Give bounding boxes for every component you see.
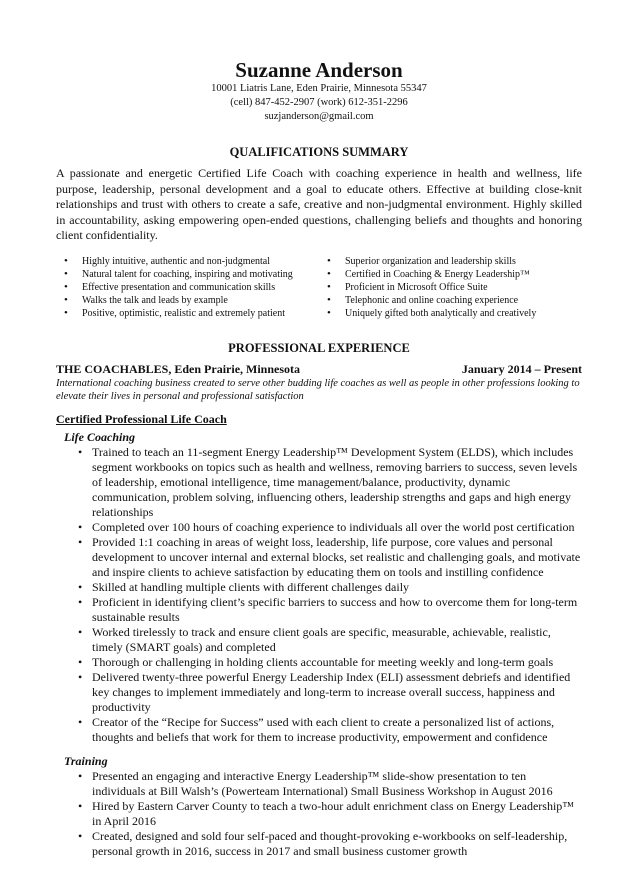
address: 10001 Liatris Lane, Eden Prairie, Minnesota 55347 [211,83,427,94]
list-item: • Completed over 100 hours of coaching experience to individuals all over the world post certification [92,520,582,535]
life-coaching-subheading: Life Coaching [64,429,135,444]
qualifications-heading: QUALIFICATIONS SUMMARY [229,145,409,159]
email: suzjanderson@gmail.com [264,111,374,122]
life-coaching-list [56,445,582,745]
list-item: • Trained to teach an 11-segment Energy Leadership™ Development System (ELDS), which includes segment workbooks on topics such as health and wellness, removing barriers to success, seven levels of leadership, emotional intelligence, time management/balance, productivity, dynamic communication, problem solving, influencing others, leadership strengths and gaps and high energy relationships [92,445,582,520]
list-item: • Proficient in Microsoft Office Suite [345,281,582,294]
skills-left-list [56,255,319,320]
list-item: • Created, designed and sold four self-paced and thought-provoking e-workbooks on self-leadership, personal growth in 2016, success in 2017 and small business customer growth [92,829,582,859]
training-subheading: Training [64,753,108,768]
company-description: International coaching business created to serve other budding life coaches as well as people in other professions looking to elevate their lives in personal and professional satisfaction [56,377,580,402]
skills-columns [56,255,582,320]
job-title: Certified Professional Life Coach [56,411,227,426]
resume-page [0,58,638,884]
list-item: • Certified in Coaching & Energy Leadership™ [345,268,582,281]
list-item: • Superior organization and leadership skills [345,255,582,268]
job-dates: January 2014 – Present [461,361,582,376]
list-item: • Effective presentation and communication skills [82,281,319,294]
job-header [56,362,582,377]
list-item: • Uniquely gifted both analytically and creatively [345,307,582,320]
list-item: • Proficient in identifying client’s specific barriers to success and how to overcome them for long-term sustainable results [92,595,582,625]
list-item: • Presented an engaging and interactive Energy Leadership™ slide-show presentation to ten individuals at Bill Walsh’s (Powerteam International) Small Business Workshop in August 2016 [92,769,582,799]
phone-numbers: (cell) 847-452-2907 (work) 612-351-2296 [230,97,408,108]
list-item: • Thorough or challenging in holding clients accountable for meeting weekly and long-term goals [92,655,582,670]
list-item: • Positive, optimistic, realistic and extremely patient [82,307,319,320]
list-item: • Creator of the “Recipe for Success” used with each client to create a personalized list of actions, thoughts and beliefs that work for them to increase productivity, empowerment and confidence [92,715,582,745]
company-name: THE COACHABLES, Eden Prairie, Minnesota [56,361,301,376]
list-item: • Hired by Eastern Carver County to teach a two-hour adult enrichment class on Energy Leadership™ in April 2016 [92,799,582,829]
qualifications-summary: A passionate and energetic Certified Life Coach with coaching experience in health and wellness, life purpose, leadership, personal development and a goal to educate others. Effective at building close-knit relationships and trust with others to create a safe, creative and non-judgmental environment. Highly skilled in accountability, asking empowering open-ended questions, challenging beliefs and thoughts and honoring client confidentiality. [56,166,582,242]
list-item: • Walks the talk and leads by example [82,294,319,307]
list-item: • Telephonic and online coaching experience [345,294,582,307]
candidate-name: Suzanne Anderson [235,58,403,82]
training-list [56,769,582,859]
skills-right-list [319,255,582,320]
list-item: • Provided 1:1 coaching in areas of weight loss, leadership, life purpose, core values and personal development to uncover internal and external blocks, set realistic and challenging goals, and motivate and inspire clients to achieve satisfaction by educating them on tools and instilling confidence [92,535,582,580]
list-item: • Worked tirelessly to track and ensure client goals are specific, measurable, achievable, realistic, timely (SMART goals) and completed [92,625,582,655]
list-item: • Natural talent for coaching, inspiring and motivating [82,268,319,281]
experience-heading: PROFESSIONAL EXPERIENCE [228,340,410,355]
list-item: • Skilled at handling multiple clients with different challenges daily [92,580,582,595]
list-item: • Delivered twenty-three powerful Energy Leadership Index (ELI) assessment debriefs and identified key changes to implement immediately and long-term to increase overall success, happiness and productivity [92,670,582,715]
list-item: • Highly intuitive, authentic and non-judgmental [82,255,319,268]
